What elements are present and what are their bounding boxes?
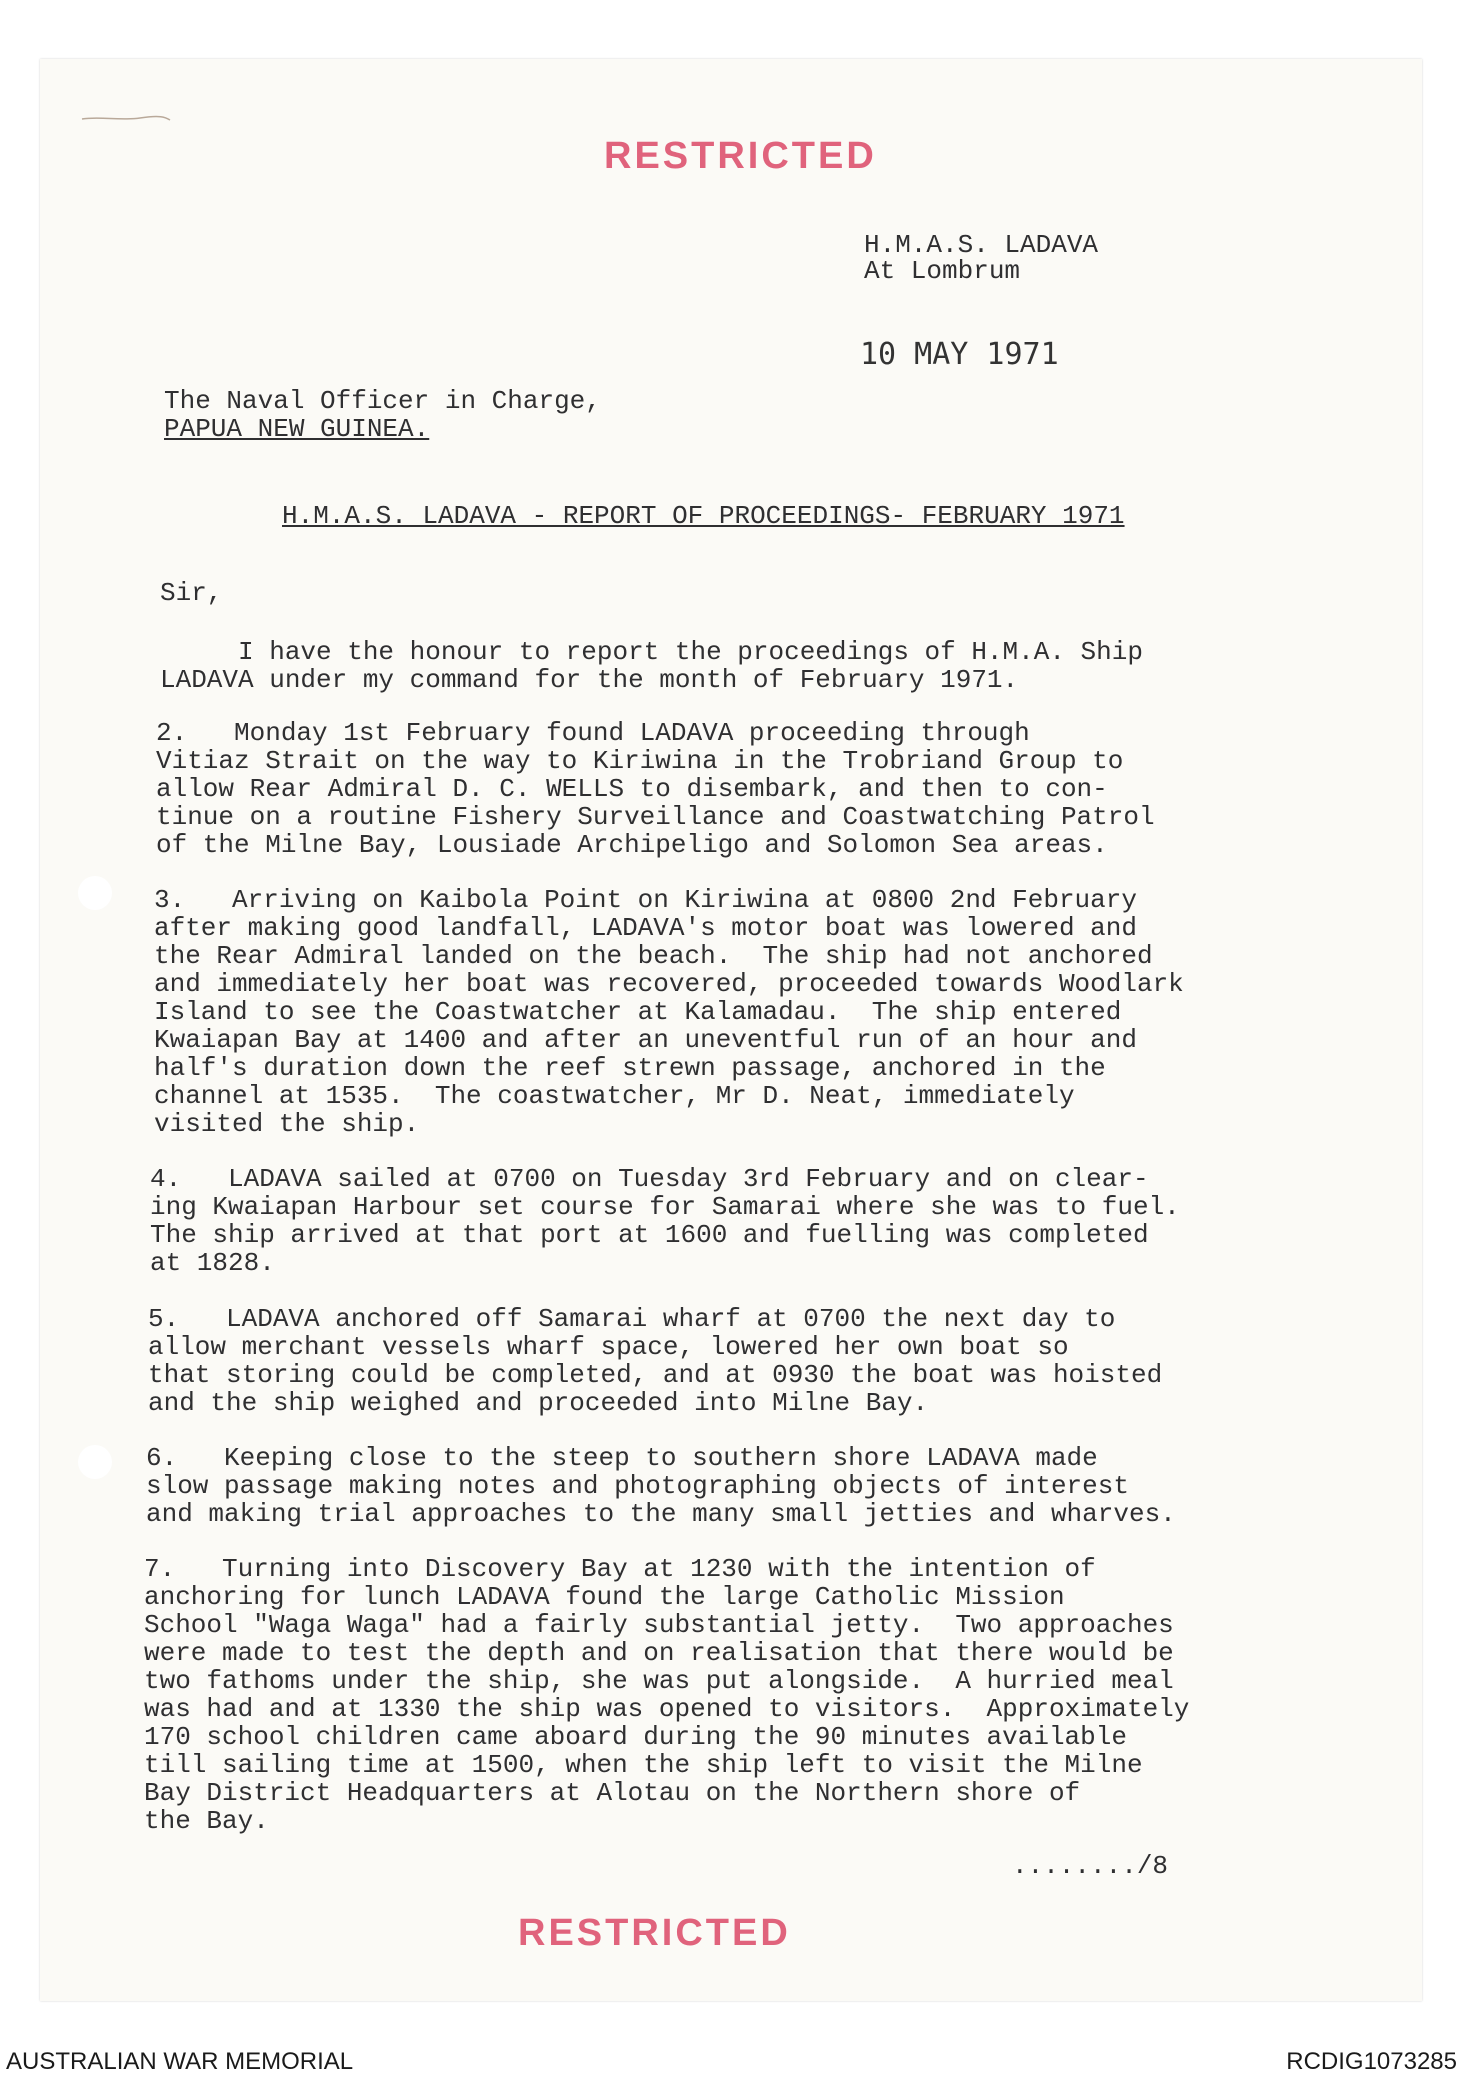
restricted-stamp-bottom: RESTRICTED xyxy=(518,1912,791,1954)
footer-source: AUSTRALIAN WAR MEMORIAL xyxy=(6,2048,354,2075)
sender-location: At Lombrum xyxy=(864,256,1021,286)
paragraph-5: 5. LADAVA anchored off Samarai wharf at 0700 the next day to allow merchant vessels wharf space, lowered her own boat so that storing could be completed, and at 0930 the boat was hoisted and the ship weighed and proceeded into Milne Bay. xyxy=(148,1304,1163,1418)
addressee-line-1: The Naval Officer in Charge, xyxy=(164,386,601,416)
pencil-mark xyxy=(80,113,172,123)
continuation-marker: ......../8 xyxy=(1012,1851,1169,1881)
punch-hole-bottom xyxy=(78,1445,112,1479)
footer-reference: RCDIG1073285 xyxy=(1286,2048,1457,2075)
paragraph-7: 7. Turning into Discovery Bay at 1230 with the intention of anchoring for lunch LADAVA found the large Catholic Mission School "Waga Waga" had a fairly substantial jetty. Two approaches were made to test the depth and on realisation that there would be two fathoms under the ship, she was put alongside. A hurried meal was had and at 1330 the ship was opened to visitors. Approximately 170 school children came aboard during the 90 minutes available till sailing time at 1500, when the ship left to visit the Milne Bay District Headquarters at Alotau on the Northern shore of the Bay. xyxy=(144,1554,1190,1836)
sender-ship: H.M.A.S. LADAVA xyxy=(864,230,1099,260)
paragraph-4: 4. LADAVA sailed at 0700 on Tuesday 3rd February and on clear- ing Kwaiapan Harbour set course for Samarai where she was to fuel. The ship arrived at that port at 1600 and fuelling was completed at 1828. xyxy=(150,1164,1180,1278)
addressee-line-2: PAPUA NEW GUINEA. xyxy=(164,414,430,444)
date-stamp: 10 MAY 1971 xyxy=(860,337,1059,372)
paragraph-2: 2. Monday 1st February found LADAVA proceeding through Vitiaz Strait on the way to Kiriwina in the Trobriand Group to allow Rear Admiral D. C. WELLS to disembark, and then to con- tinue on a routine Fishery Surveillance and Coastwatching Patrol of the Milne Bay, Lousiade Archipeligo and Solomon Sea areas. xyxy=(156,718,1155,860)
paragraph-3: 3. Arriving on Kaibola Point on Kiriwina at 0800 2nd February after making good landfall, LADAVA's motor boat was lowered and the Rear Admiral landed on the beach. The ship had not anchored and immediately her boat was recovered, proceeded towards Woodlark Island to see the Coastwatcher at Kalamadau. The ship entered Kwaiapan Bay at 1400 and after an uneventful run of an hour and half's duration down the reef strewn passage, anchored in the channel at 1535. The coastwatcher, Mr D. Neat, immediately visited the ship. xyxy=(154,885,1184,1139)
salutation: Sir, xyxy=(160,578,223,608)
restricted-stamp-top: RESTRICTED xyxy=(604,135,877,177)
paragraph-6: 6. Keeping close to the steep to southern shore LADAVA made slow passage making notes and photographing objects of interest and making trial approaches to the many small jetties and wharves. xyxy=(146,1443,1176,1529)
punch-hole-top xyxy=(78,876,112,910)
paragraph-1: I have the honour to report the proceedings of H.M.A. Ship LADAVA under my command for the month of February 1971. xyxy=(160,637,1143,695)
report-subject: H.M.A.S. LADAVA - REPORT OF PROCEEDINGS- FEBRUARY 1971 xyxy=(282,501,1125,531)
